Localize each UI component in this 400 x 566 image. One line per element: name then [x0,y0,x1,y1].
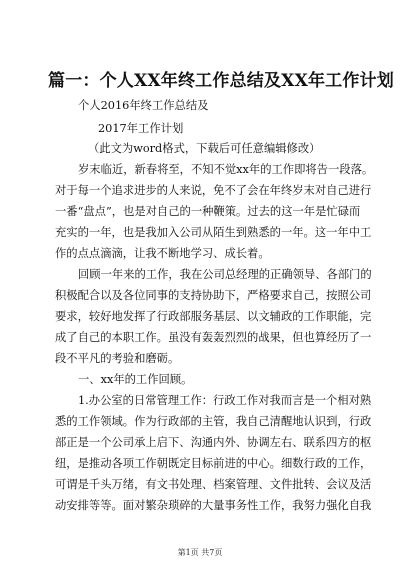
paragraph-line: 段不平凡的考验和磨砺。 [55,352,180,365]
paragraph-line: 积极配合以及各位同事的支持协助下，严格要求自己，按照公司 [55,289,372,302]
paragraph-line: 纽，是推动各项工作朝既定目标前进的中心。细数行政的工作， [55,457,372,470]
paragraph-line: 要求，较好地发挥了行政部服务基层、以文辅政的工作职能，完 [55,310,372,323]
format-note: （此文为word格式，下载后可任意编辑修改） [88,142,321,155]
paragraph-line: 充实的一年，也是我加入公司从陌生到熟悉的一年。这一年中工 [55,226,372,239]
paragraph-line: 作的点点滴滴，让我不断地学习、成长着。 [55,247,270,260]
paragraph-line: 动安排等等。面对繁杂琐碎的大量事务性工作，我努力强化自我 [55,499,372,512]
subtitle-line-2: 2017年工作计划 [98,122,184,135]
paragraph-line: 部正是一个公司承上启下、沟通内外、协调左右、联系四方的枢 [55,436,372,449]
paragraph-line: 岁末临近，新春将至，不知不觉xx年的工作即将告一段落。 [78,163,374,176]
document-title: 篇一：个人XX年终工作总结及XX年工作计划 [48,71,394,91]
paragraph-line: 成了自己的本职工作。虽没有轰轰烈烈的战果，但也算经历了一 [55,331,372,344]
subtitle-line-1: 个人2016年终工作总结及 [78,99,209,112]
paragraph-line: 一番“盘点”，也是对自己的一种鞭策。过去的这一年是忙碌而 [55,205,361,218]
paragraph-line: 1.办公室的日常管理工作：行政工作对我而言是一个相对熟 [78,394,372,407]
paragraph-line: 悉的工作领域。作为行政部的主管，我自己清醒地认识到，行政 [55,415,372,428]
section-heading: 一、xx年的工作回顾。 [78,373,193,386]
paragraph-line: 可谓是千头万绪，有文书处理、档案管理、文件批转、会议及活 [55,478,372,491]
page-number: 第1页 共7页 [177,548,223,557]
paragraph-line: 对于每一个追求进步的人来说，免不了会在年终岁末对自己进行 [55,184,372,197]
paragraph-line: 回顾一年来的工作，我在公司总经理的正确领导、各部门的 [78,268,372,281]
